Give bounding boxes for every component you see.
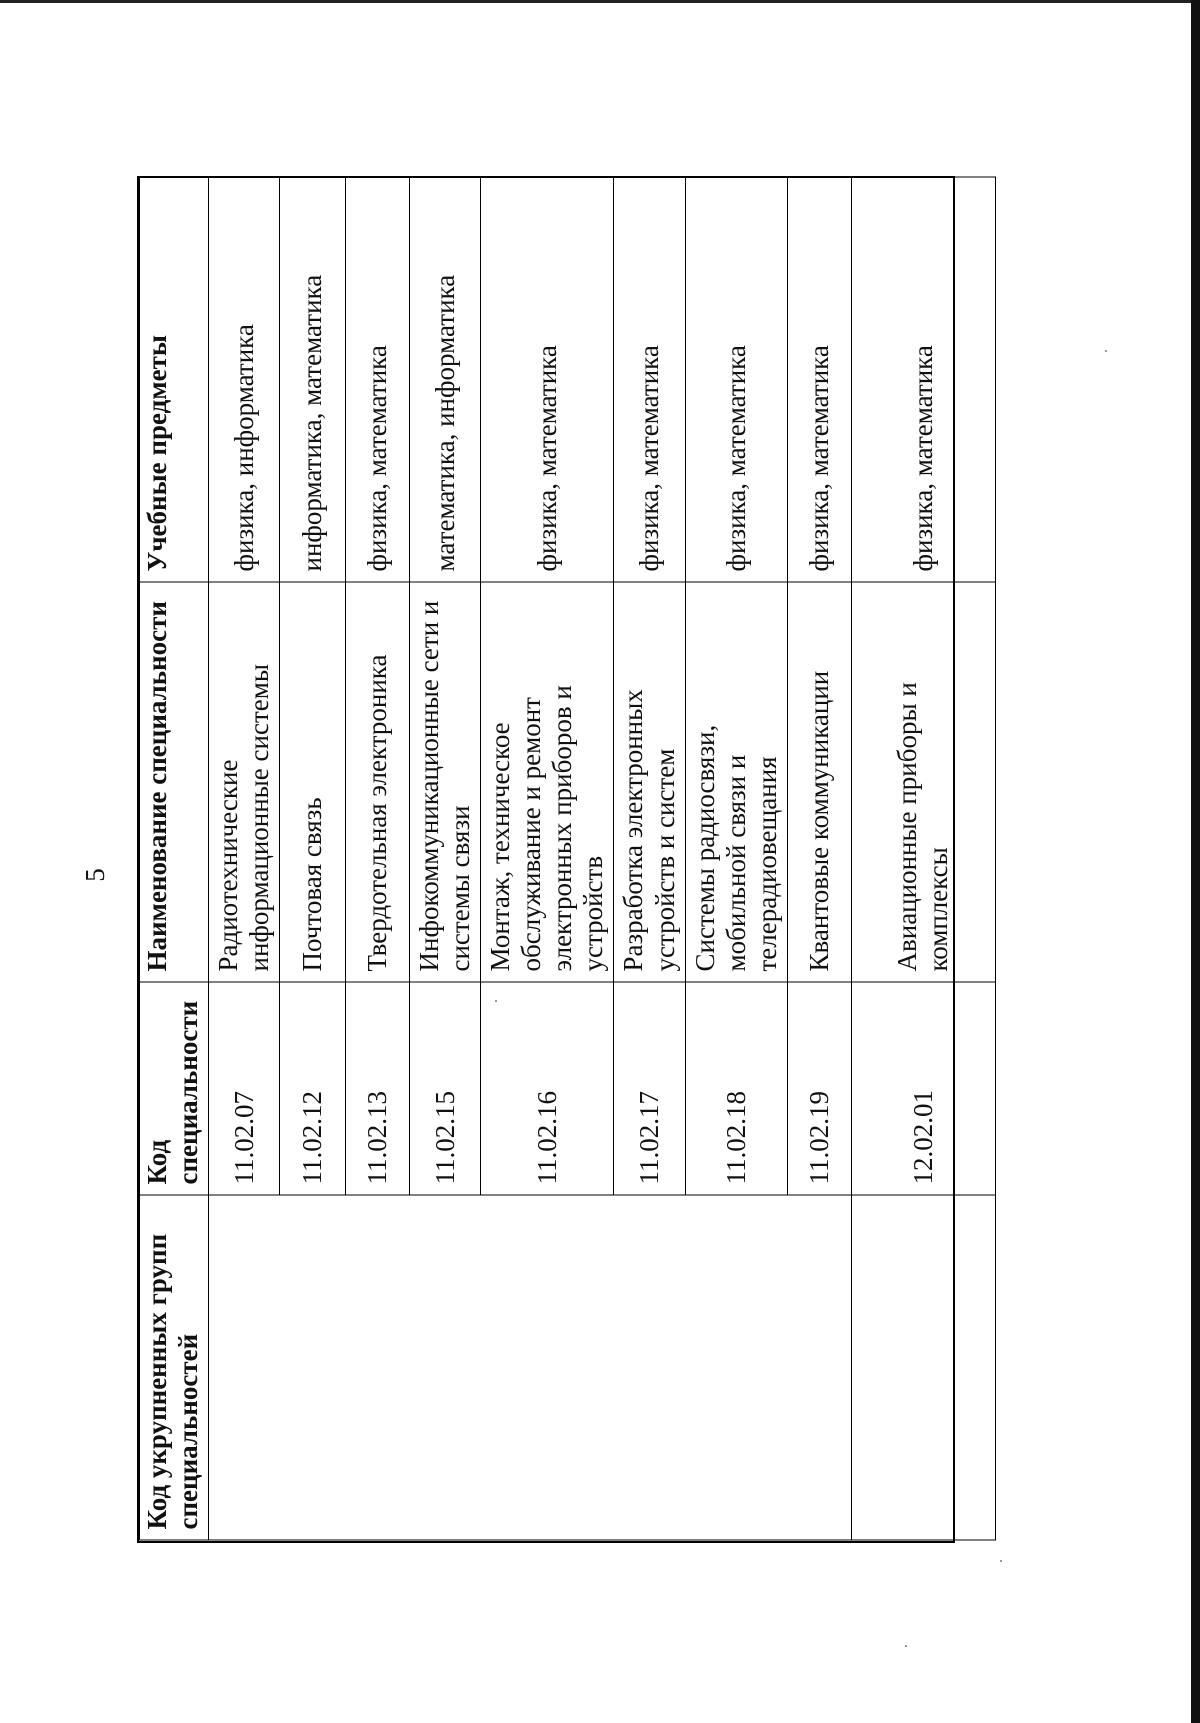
scan-speck <box>495 1000 497 1002</box>
spec-code-cell: 11.02.17 <box>614 982 685 1195</box>
scan-edge-right <box>1191 0 1200 1723</box>
scan-edge-top <box>0 0 1200 3</box>
specialties-table <box>139 177 996 1541</box>
subjects-cell: физика, математика <box>346 177 410 582</box>
spec-name-cell: Авиационные приборы и комплексы <box>851 582 995 982</box>
subjects-cell: математика, информатика <box>410 177 481 582</box>
group-code-cell <box>851 1195 995 1540</box>
header-spec-code: Код специальности <box>140 982 209 1195</box>
spec-code-cell: 11.02.13 <box>346 982 410 1195</box>
subjects-cell: физика, математика <box>787 177 851 582</box>
subjects-cell: информатика, математика <box>280 177 346 582</box>
table-header-row <box>140 177 209 1540</box>
specialties-table-rotated <box>139 178 953 1541</box>
spec-name-cell: Твердотельная электроника <box>346 582 410 982</box>
page-number: 5 <box>80 868 110 882</box>
header-group-code: Код укрупненных групп специальностей <box>140 1195 209 1540</box>
subjects-cell: физика, информатика <box>209 177 280 582</box>
subjects-cell: физика, математика <box>481 177 614 582</box>
spec-code-cell: 11.02.16 <box>481 982 614 1195</box>
spec-code-cell: 11.02.15 <box>410 982 481 1195</box>
scan-speck <box>1000 1560 1002 1562</box>
spec-name-cell: Монтаж, техническое обслуживание и ремонт электронных приборов и устройств <box>481 582 614 982</box>
header-subjects: Учебные предметы <box>140 177 209 582</box>
header-spec-name: Наименование специальности <box>140 582 209 982</box>
spec-name-cell: Разработка электронных устройств и систем <box>614 582 685 982</box>
group-code-cell <box>209 1195 852 1540</box>
subjects-cell: физика, математика <box>614 177 685 582</box>
spec-name-cell: Почтовая связь <box>280 582 346 982</box>
spec-name-cell: Инфокоммуникационные сети и системы связи <box>410 582 481 982</box>
scan-speck <box>1105 350 1107 352</box>
table-row <box>851 177 995 1540</box>
spec-name-cell: Системы радиосвязи, мобильной связи и телерадиовещания <box>685 582 787 982</box>
scan-speck <box>905 1645 907 1647</box>
spec-code-cell: 11.02.07 <box>209 982 280 1195</box>
spec-code-cell: 11.02.12 <box>280 982 346 1195</box>
spec-code-cell: 12.02.01 <box>851 982 995 1195</box>
spec-code-cell: 11.02.18 <box>685 982 787 1195</box>
subjects-cell: физика, математика <box>851 177 995 582</box>
subjects-cell: физика, математика <box>685 177 787 582</box>
spec-name-cell: Радиотехнические информационные системы <box>209 582 280 982</box>
table-row <box>209 177 280 1540</box>
spec-code-cell: 11.02.19 <box>787 982 851 1195</box>
spec-name-cell: Квантовые коммуникации <box>787 582 851 982</box>
